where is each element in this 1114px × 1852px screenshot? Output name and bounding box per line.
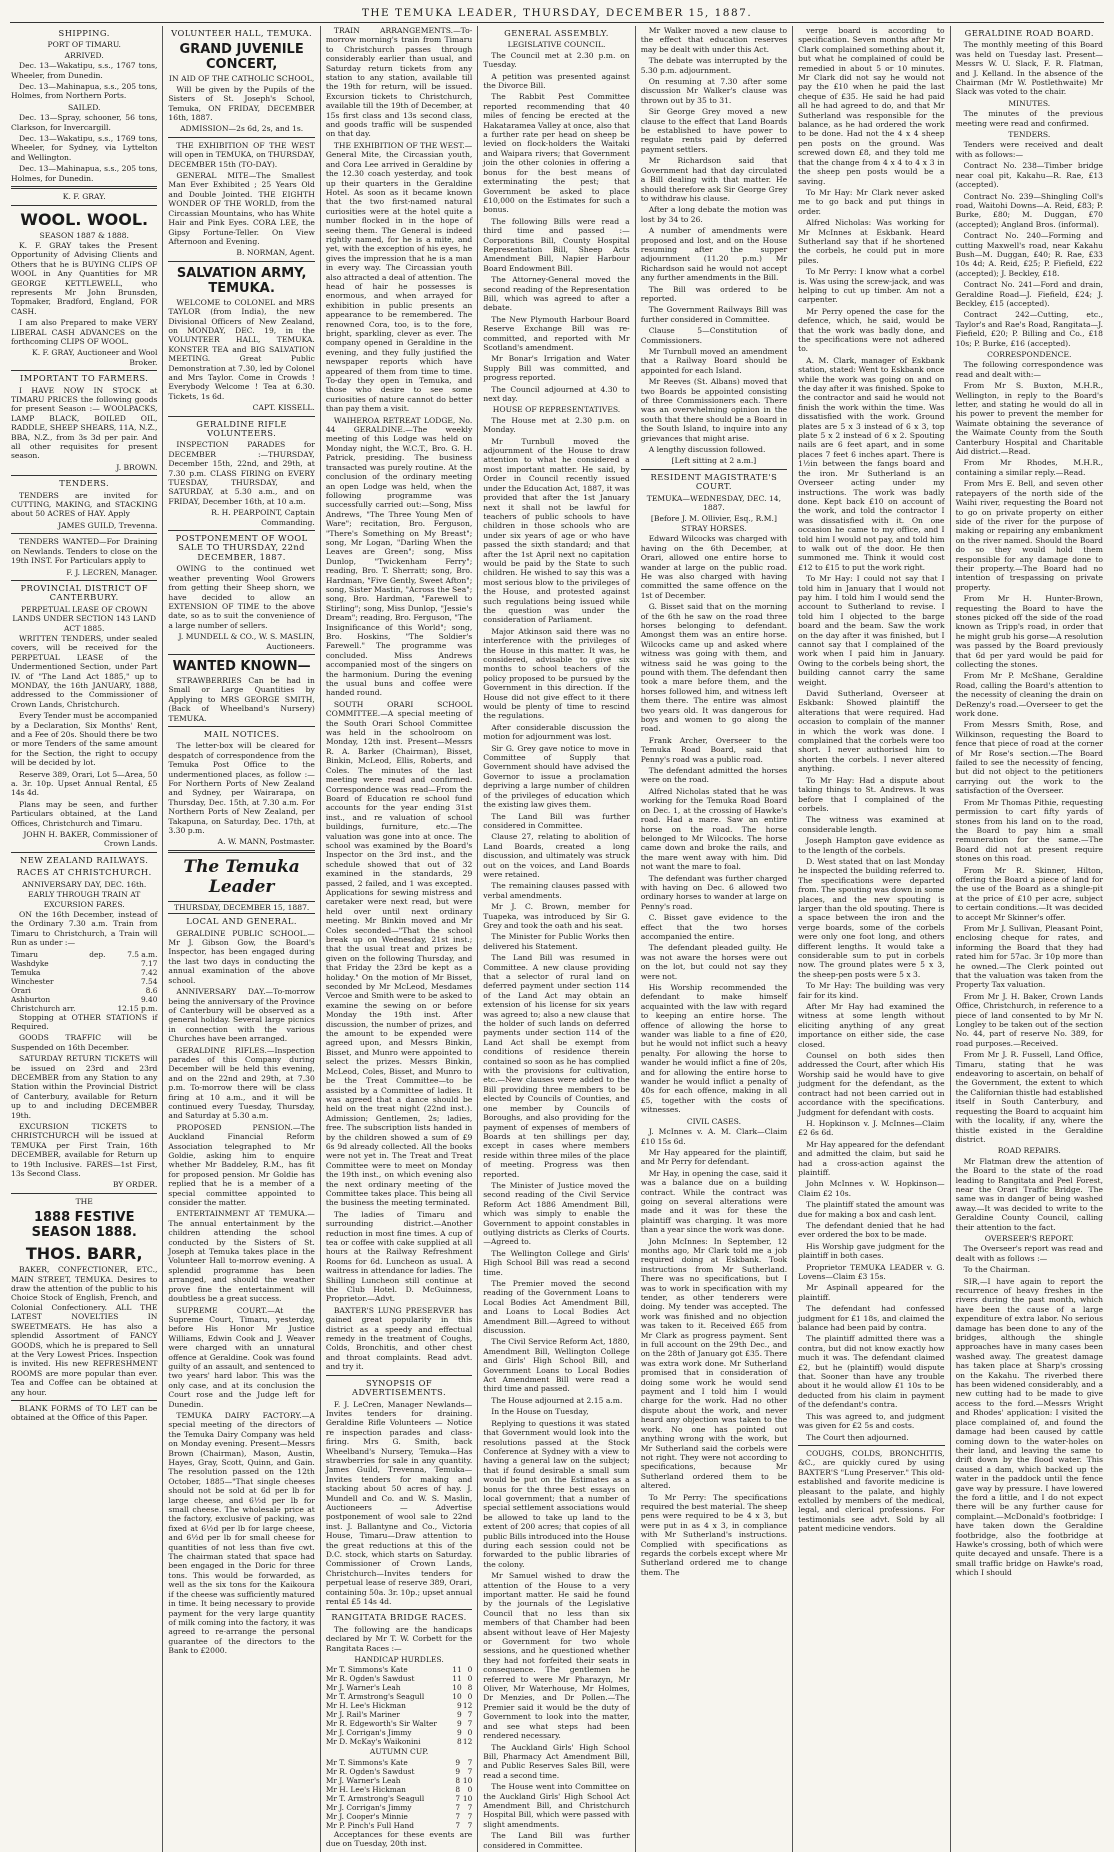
court-paragraph: To Mr Hay: The building was very fair for its kind. [798,981,945,1000]
column-5 [636,26,793,1852]
postponement-signature: J. MUNDELL & CO., W. S. MASLIN, Auctioneers. [178,632,315,651]
wool-heading: WOOL. WOOL. [20,209,149,229]
divider [11,186,157,189]
perpetual-paragraph: Plans may be seen, and further Particulars obtained, at the Land Offices, Christchurch and Timaru. [11,799,158,828]
rangitata-heading: RANGITATA BRIDGE RACES. [331,1612,467,1623]
drain-signature: F. J. LECREN, Manager. [66,567,158,577]
court-paragraph: The plaintiff admitted there was a contra, but did not know exactly how much it was. The defendant claimed £2, but he (plaintiff) would dispute that. Sooner than have any trouble about it he would allow £1 10s to be deducted from his claim in payment of the defendant's contra. [798,1334,945,1410]
news-paragraph: SOUTH ORARI SCHOOL COMMITTEE.—A special meeting of the South Orari School Committee was held in the schoolroom on Monday, 12th inst. Present—Messrs R. A. Barker (Chairman), Bisset, Binkin, McLeod, Ellis, Roberts, and Coles. The minutes of the last meeting were read and confirmed. Correspondence was read—From the Board of Education re school fund accounts for the year ending 31st inst., and re valuation of school buildings, furniture, etc.—The valuation was gone into at once. The school was examined by the Board's Inspector on the 3rd inst., and the schedule showed that out of 32 examined in the standards, 29 passed, 2 failed, and 1 was excepted. Applications for sewing mistress and caretaker were next read, but were held over until next ordinary meeting. Mr Binkin moved and Mr Coles seconded—"That the school break up on Wednesday, 21st inst.; that the usual treat and prizes be given on the following Thursday, and that Friday the 23rd be kept as a holiday." On the motion of Mr Bisset, seconded by Mr McLeod, Mesdames Vercoe and Smith were to be asked to examine the sewing on or before Monday the 19th inst. After discussion, the number of prizes, and the amount to be expended were agreed upon, and Messrs Binkin, Bisset, and Munro were appointed to select the prizes. Messrs Binkin, McLeod, Coles, Bisset, and Munro to be the Treat Committee—to be assisted by a Committee of ladies. It was agreed that a dance should be held on the treat night (22nd inst.). Admission; Gentlemen, 2s; ladies, free. The subscription lists handed in by the children showed a sum of £9 6s 9d already collected. All the books were not yet in. The Treat and Treat Committee were to meet on Monday the 19th inst., on which evening also the next ordinary meeting of the Committee takes place. This being all the business the meeting terminated. [325,699,473,1208]
court-paragraph: Mr Hay appeared for the defendant and admitted the claim, but said he had a cross-action against the plaintiff. [798,1139,945,1177]
table-row: Mr R. Ogden's Sawdust 11 0 [325,1674,473,1684]
house-paragraph: The Minister of Justice moved the second reading of the Civil Service Reform Act 1886 Amendment Bill, which was simply to enable the Government to appoint constables in outlying districts as Clerks of Courts.—Agreed to. [483,1180,630,1247]
saturday-notice: SATURDAY RETURN TICKETS will be issued on 23rd and 23rd DECEMBER from any Station to any Station within the Provincial District of Canterbury, available for Return up to and including DECEMBER 19th. [11,1054,158,1120]
correspondence-paragraph: From Mr J. Sullivan, Pleasant Point, enclosing cheque for rates, and informing the Board that they had rated him for 57ac. 3r 10p more than he owned.—The Clerk pointed out that the valuation was taken from the Property Tax valuation. [955,923,1103,990]
newspaper-columns [6,26,1108,1850]
court-paragraph: Mr Aspinall appeared for the plaintiff. [798,1283,945,1302]
council-paragraph: The Attorney-General moved the second reading of the Representation Bill, which was agreed to after a debate. [483,275,630,313]
house-paragraph: The remaining clauses passed with verbal amendments. [483,881,630,900]
correspondence-paragraph: The following correspondence was read and dealt with:— [955,360,1103,379]
house-paragraph: After considerable discussion the motion for adjournment was lost. [483,722,630,742]
tender-paragraph: Contract No. 239—Shingling Coll's road, Waitohi Downs—A. Reid, £83; P. Burke, £80; M. Duggan, £70 (accepted); Angland Bros. (informal). [955,191,1103,229]
table-row: Mr J. Rail's Mariner 9 7 [325,1710,473,1720]
house-paragraph: The Premier moved the second reading of the Government Loans to Local Bodies Act Amendment Bill, and Loans to Local Bodies Act Amendment Bill.—Agreed to without discussion. [483,1279,630,1336]
house-paragraph: The Government Railways Bill was further considered in Committee. [640,305,788,324]
handicap-heading: HANDICAP HURDLES. [354,1655,444,1665]
court-paragraph: Joseph Hampton gave evidence as to the length of the corbels. [798,836,945,855]
local-paragraph: ENTERTAINMENT AT TEMUKA.—The annual entertainment by the children attending the school conducted by the Sisters of St. Joseph at Temuka takes place in the Volunteer Hall to-morrow evening. A splendid programme has been arranged, and should the weather prove fine the entertainment will doubtless be a great success. [168,1209,315,1304]
court-paragraph: Counsel on both sides then addressed the Court, after which His Worship said he would have to give judgment for the defendant, as the contract had not been carried out in accordance with the specifications. Judgment for defendant with costs. [798,1051,945,1117]
house-paragraph: A lengthy discussion followed. [648,445,766,455]
local-paragraph: SUPREME COURT.—At the Supreme Court, Timaru, yesterday, before His Honor Mr Justice Williams, Edwin Cook and J. Weaver were charged with an unnatural offence at Geraldine. Cook was found guilty of an assault, and sentenced to two years' hard labor. This was the only case, and at its conclusion the Court rose and the Judge left for Dunedin. [168,1305,315,1409]
house-paragraph: After a long debate the motion was lost by 34 to 26. [640,205,788,224]
divider [11,1400,157,1401]
court-paragraph: To Mr Hay: I could not say that I told him in January that I would not pay him. I told him I would send the account to Sutherland to revise. I told him I objected to the barge board and the beam. Saw the work on the day after it was finished, but I cannot say that I complained of the work when I paid him in January. Owing to the corbels being short, the building cannot carry the same weight. [798,574,945,687]
civil-heading: CIVIL CASES. [686,1116,741,1126]
shipping-entry: Dec. 13—Wakatipu, s.s., 1767 tons, Wheeler, from Dunedin. [11,61,158,80]
correspondence-paragraph: From Mr J. R. Fussell, Land Office, Timaru, stating that he was endeavoring to ascertain, on behalf of the Government, the extent to which the Californian thistle had established itself in South Canterbury, and requesting the Board to acquaint him with the locality, if any, where the thistle existed in the Geraldine district. [955,1050,1103,1144]
court-paragraph: His Worship recommended the defendant to make himself acquainted with the law with regard to keeping an entire horse. The offence of allowing the horse to wander was liable to a fine of £20, but he would not inflict such a heavy penalty. For allowing the horse to wander he would inflict a fine of 20s, and for allowing the entire horse to wander he would inflict a penalty of 40s for each offence, making in all £5, together with the costs of witnesses. [640,983,788,1115]
house-paragraph: The House met at 2.30 p.m. on Monday. [483,415,630,435]
house-paragraph: The Land Bill was resumed in Committee. A new clause providing that a selector of rural land on deferred payment under section 114 of the Land Act may obtain an extension of his license for six years was agreed to; also a new clause that the holder of such lands on deferred payments under section 114 of the Land Act shall be exempt from conditions of residence therein contained so soon as he has complied with the provisions for cultivation, etc.—New clauses were added to the Bill providing three members to be elected by Councils of Counties, and one member by Councils of Boroughs, and also providing for the payment of expenses of members of Boards at ten shillings per day, except in cases where members reside within three miles of the place of meeting. Progress was then reported. [483,953,630,1179]
house-paragraph: The Land Bill was further considered in Committee. [483,811,630,830]
table-row: Mr T. Armstrong's Seagull 7 10 [325,1793,473,1803]
correspondence-heading: CORRESPONDENCE. [987,350,1072,359]
local-paragraph: GERALDINE RIFLES.—Inspection parades of this Company during December will be held this evening, and on the 22nd and 29th, at 7.30 p.m. To-morrow there will be class firing at 10 a.m., and it will be continued every Tuesday, Thursday, and Saturday at 5.30 a.m. [168,1045,315,1121]
house-paragraph: Mr Richardson said that Government had that day circulated a Bill dealing with that matter. He should therefore ask Sir George Grey to withdraw his clause. [640,156,788,203]
local-paragraph: PROPOSED PENSION.—The Auckland Financial Reform Association telegraphed to Mr Goldie, asking him to enquire whether Mr Baddeley, R.M., has fit for proposed pension. Mr Goldie has replied that he is a member of a special committee appointed to consider the matter. [168,1122,315,1208]
perpetual-heading: PERPETUAL LEASE OF CROWN LANDS UNDER SECTION 143 LAND ACT 1885. [12,604,157,633]
shipping-entry: Dec. 13—Wakatipu, s.s., 1769 tons, Wheeler, for Sydney, via Lyttelton and Wellington. [11,134,158,162]
train-timetable [11,950,157,1013]
by-order: BY ORDER. [112,1180,158,1190]
civil-paragraph: John McInnes: In September, 12 months ago, Mr Clark told me a job required doing at Eskbank. Took instructions from Mr Sutherland. There was no specifications, but I was to work in specification with my tender, as other tenderers were doing. My tender was accepted. The work was finished and no objection was taken to it. Received £65 from Mr Clark as progress payment. Sent in full account on the 29th Dec., and on the 28th of January got £35. There was extra work done. Mr Sutherland promised that in consideration of doing some work he would send payment and I told him I would charge for the work. Had no other dispute about the work, and never heard any objection was taken to the work. No one has pointed out anything wrong with the work, but Mr Sutherland said the corbels were not right. They were not according to specifications, because Mr Sutherland ordered them to be altered. [640,1236,788,1491]
tenders-heading: TENDERS. [59,478,110,489]
correspondence-paragraph: From Mr R. Skinner, Hilton, offering the Board a piece of land for the use of the Board as a shingle-pit at the price of £10 per acre, subject to certain conditions.—It was decided to accept Mr Skinner's offer. [955,865,1103,922]
house-paragraph: A number of amendments were proposed and lost, and on the House resuming after the supper adjournment (11.20 p.m.) Mr Richardson said he would not accept any further amendments in the Bill. [640,226,788,283]
mail-signature: A. W. MANN, Postmaster. [217,837,315,847]
house-paragraph: Mr Turnbull moved the adjournment of the House to draw attention to what he considered a most important matter. He said, by Order in Council recently issued under the Education Act, 1887, it was provided that after the 1st January next it shall not be lawful for teachers of public schools to have children in those schools who are under six years of age or who have passed the sixth standard; and that after the 1st April next no capitation would be paid by the State to such children. He wished to say this was a most serious blow to the privileges of the House, and protested against such regulations being issued while the question was under the consideration of Parliament. [483,436,630,625]
masthead: THE TEMUKA LEADER, THURSDAY, DECEMBER 15, 1887. [10,6,1104,23]
court-date: TEMUKA—WEDNESDAY, DEC. 14, 1887. [646,493,782,513]
races-heading: RACES AT CHRISTCHURCH. [16,867,152,878]
the-label: THE [75,1196,93,1206]
table-row: Mr D. McKay's Waikonini 8 12 [325,1737,473,1747]
court-paragraph: Frank Archer, Overseer to the Temuka Road Board, said that Penny's road was a public road. [640,735,788,764]
correspondence-paragraph: From Mr J. H. Baker, Crown Lands Office, Christchurch, in reference to a piece of land consented to by Mr N. Longley to be taken out of the section No. 44, part of reserve No. 389, for road purposes.—Received. [955,991,1103,1048]
farmers-paragraph: I HAVE NOW IN STOCK at TIMARU PRICES the following goods for present Season :— WOOLPACKS, LAMP BLACK, BOILED OIL, RADDLE, SHEEP SHEARS, 11A, N.Z., BBA, N.Z., from 3s 3d per pair. And all other requisites for present season. [11,385,158,461]
perpetual-signature: JOHN H. BAKER, Commissioner of Crown Lands. [23,830,158,849]
divider [168,530,314,531]
council-paragraph: The New Plymouth Harbour Board Reserve Exchange Bill was re-committed, and reported with Mr Scotland's amendment. [483,314,630,352]
early-train-heading: EARLY THROUGH TRAIN AT EXCURSION FARES. [28,890,141,909]
house-paragraph: Replying to questions it was stated that Government would look into the resolutions passed at the Stock Conference at Sydney with a view to having a general law on the subject; that if found desirable a small sum would be put on the Estimates as a bonus for the three best essays on local government; that a number of special settlement associations would be allowed to take up land to the extent of 200 acres; that copies of all public Bills introduced into the House during each session could not be forwarded to the public libraries of the colony. [483,1418,630,1569]
correspondence-paragraph: From Mrs E. Bell, and seven other ratepayers of the north side of the Waihi river, requesting the Board not to go on private property on either side of the river for the purpose of making or repairing any embankment on the river named. Should the Board do so they would hold them responsible for any damage done to their property.—The Board had no intention of trespassing on private property. [955,479,1103,592]
correspondence-paragraph: From Mr H. Hunter-Brown, requesting the Board to have the stones picked off the side of the road known as Tripp's road, in order that he might grub his gorse—A resolution was passed by the Board previously that 6d per yard would be paid for collecting the stones. [955,594,1103,669]
court-paragraph: After Mr Hay had examined the witness at some length without eliciting anything of any great importance on either side, the case closed. [798,1002,945,1049]
table-row: Mr J. Cooper's Minnie 7 7 [325,1811,473,1821]
house-paragraph: The Wellington College and Girls' High School Bill was read a second time. [483,1248,630,1277]
rail-stop-note: Stopping at OTHER STATIONS if Required. [11,1012,158,1031]
mail-paragraph: The letter-box will be cleared for despatch of correspondence from the Temuka Post Office to the undermentioned places, as follow :— For Northern Ports of New Zealand and Sydney, per Wairarapa, on Thursday, Dec. 15th, at 7.30 a.m. For Northern Ports of New Zealand, per Takapuna, on Saturday, Dec. 17th, at 3.30 p.m. [168,741,315,836]
council-paragraph: The Council met at 2.30 p.m. on Tuesday. [483,50,630,70]
news-paragraph: BAXTER'S LUNG PRESERVER has gained great popularity in this district as a speedy and effectual remedy in the treatment of Coughs, Colds, Bronchitis, and other chest and throat complaints. Read advt. and try it. [325,1305,473,1372]
house-paragraph: Sir George Grey moved a new clause to the effect that Land Boards be established to have power to regulate rents paid by deferred payment settlers. [640,107,788,154]
court-paragraph: The Court then adjourned. [806,1432,909,1442]
juvenile-admission: ADMISSION—2s 6d, 2s, and 1s. [180,124,304,134]
farmers-heading: IMPORTANT TO FARMERS. [20,373,149,384]
correspondence-paragraph: From Mr P. McShane, Geraldine Road, calling the Board's attention to the necessity of cleaning the drain on DeRenzy's road.—Overseer to get the work done. [955,671,1103,719]
news-paragraph: WAIHEROA RETREAT LODGE, No. 44 GERALDINE.—The weekly meeting of this Lodge was held on Monday night, the W.C.T., Bro. G. H. Patrick, presiding. The business transacted was purely routine. At the conclusion of the ordinary meeting an open Lodge was held, when the following programme was successfully carried out:—Song, Miss Andrews, "The Three Young Men of Ware"; recitation, Bro. Ferguson, "There's Something on My Breast"; song, Mr Logan, "Darling When the Leaves are Green"; song, Miss Dunlop, "Twickenham Ferry"; reading, Bro. T. Sherratt; song, Bro. Hardman, "Five Gently, Sweet Afton"; song, Sister Mastin, "Across the Sea"; song, Bro. Hardman, "Farewell to Stirling"; song, Miss Dunlop, "Jessie's Dream"; reading, Bro. Ferguson, "The Insignificance of this World"; song, Bro. Hoskins, "The Soldier's Farewell." The programme was concluded. Miss Andrews accompanied most of the singers on the harmonium. During the evening the usual buns and coffee were handed round. [325,415,473,698]
local-paragraph: ANNIVERSARY DAY.—To-morrow being the anniversary of the Province of Canterbury will be observed as a general holiday. Several large picnics in connection with the various Churches have been arranged. [168,987,315,1044]
timetable-row: Ashburton 9.40 [11,994,158,1004]
correspondence-paragraph: From Mr S. Buxton, M.H.R., Wellington, in reply to the Board's letter, and stating he would do all in his power to prevent the member for Waimate obtaining the severance of the Waimate County from the South Canterbury Hospital and Charitable Aid district.—Read. [955,381,1103,457]
minutes-paragraph: The minutes of the previous meeting were read and confirmed. [955,109,1103,128]
left-sitting-note: [Left sitting at 2 a.m.] [671,456,757,466]
court-paragraph: The defendant was further charged with having on Dec. 6 allowed two ordinary horses to wander at large on Penny's road. [640,873,788,911]
court-paragraph: The defendant had confessed judgment for £1 18s, and claimed the balance had been paid by contra. [798,1304,945,1333]
overseer-paragraph: SIR,—I have again to report the recurrence of heavy freshes in the rivers during the past month, which have been the cause of a large expenditure of extra labor. No serious damage has been done to any of the bridges, although the shingle approaches have in many cases been washed away. The greatest damage has taken place at Sharp's crossing on the Kakahu. The riverbed there has been widened considerably, and a new cutting had to be made to give access to the ford.—Messrs Wright and Rhodes' application: I visited the place complained of, and found the damage had been caused by cattle coming down to the water-holes on their land, and leaving the same to drift down by the flood water. This caused a dam, which backed up the water in the paddock until the fence gave way by pressure. I have lowered the ford a little, and I do not expect there will be any further cause for complaint.—McDonald's footbridge: I have taken down the Geraldine footbridge, also the footbridge at Hawke's crossing, both of which were quite decayed and unsafe. There is a small traffic bridge on Hawke's road, which I should [955,1276,1103,1578]
court-paragraph: John McInnes v. W. Hopkinson—Claim £2 10s. [798,1179,945,1198]
goods-notice: GOODS TRAFFIC will be Suspended on 16th December. [11,1033,158,1052]
table-row: Mr J. Warner's Leah 10 8 [325,1683,473,1693]
house-paragraph: Mr Turnbull moved an amendment that a Railway Board should be appointed for each Island. [640,347,788,375]
divider [641,469,787,470]
shipping-entry: Dec. 13—Spray, schooner, 56 tons, Clarkson, for Invercargill. [11,113,158,132]
sailed-heading: SAILED. [67,102,101,112]
issue-date: THURSDAY, DECEMBER 15, 1887. [168,901,314,914]
wool-paragraph: I am also Prepared to make VERY LIBERAL CASH ADVANCES on the forthcoming CLIPS OF WOOL. [11,318,158,346]
court-paragraph: David Sutherland, Overseer at Eskbank: Showed plaintiff the alterations that were required. Had occasion to complain of the manner in which the work was done. I complained that the corbels were too short. I never authorised him to shorten the corbels. I never altered anything. [798,689,945,774]
juvenile-aid: IN AID OF THE CATHOLIC SCHOOL, [169,74,315,84]
rifles-paragraph: INSPECTION PARADES for DECEMBER :—THURSDAY, December 15th, 22nd, and 29th, at 7.30 p.m. CLASS FIRING on EVERY TUESDAY, THURSDAY, and SATURDAY, at 5.30 a.m., and on FRIDAY, December 16th, at 10 a.m. [168,440,315,506]
house-paragraph: Mr J. C. Brown, member for Tuapeka, was introduced by Sir G. Grey and took the oath and his seat. [483,902,630,930]
house-paragraph: The House went into Committee on the Auckland Girls' High School Act Amendment Bill, and Christchurch Hospital Bill, which were passed with slight amendments. [483,1782,630,1829]
court-before: [Before J. M. Ollivier, Esq., R.M.] [650,513,777,523]
table-row: Mr P. Pinch's Full Hand 7 7 [325,1820,473,1830]
perpetual-paragraph: Every Tender must be accompanied by a Declaration, Six Months' Rent, and a Fee of 20s. Should there be two or more Tenders of the same amount for the Section, the right to occupy will be decided by lot. [11,711,158,768]
house-paragraph: Mr Walker moved a new clause to the effect that education reserves may be dealt with under this Act. [640,26,788,54]
news-paragraph: THE EXHIBITION OF THE WEST.—General Mite, the Circassian youth, and Cora Lee arrived in Geraldine by the 12.30 coach yesterday, and took up their quarters in the Geraldine Hotel. As soon as it became known that the two first-named natural curiosities were at the hotel quite a number flocked in in the hope of seeing them. The General is indeed rightly named, for he is a mite, and yet, with the exception of his eyes, he gives the impression that he is a man in every way. The Circassian youth also attracted a deal of attention. The head of hair he possesses is enormous, and when arrayed for exhibition in public presents an appearance to be remembered. The renowned Cora, too, is to the fore, bright, sparkling, clever as ever. The company opened in Geraldine in the evening, and they fully justified the newspaper reports which have appeared of them from time to time. To-day they open in Temuka, and those who desire to see some curiosities of nature cannot do better than pay them a visit. [325,140,473,414]
local-general-heading: LOCAL AND GENERAL. [186,916,297,927]
tender-paragraph: Contract 242—Cutting, etc., Taylor's and Rae's Road, Rangitata—J. Fiefield, £20; P. Billing and Co., £18 10s; P. Burke, £16 (accepted). [955,310,1103,348]
divider [326,1375,472,1376]
table-row: Mr J. Corrigan's Jimmy 7 7 [325,1802,473,1812]
timetable-row: Winchester 7.54 [11,976,158,986]
column-1 [6,26,163,1852]
baxter-advertisement: COUGHS, COLDS, BRONCHITIS, &C., are quickly cured by using BAXTER'S "Lung Preserver." This old-established and favorite medicine is pleasant to the palate, and highly extolled by members of the medical, legal, and clerical professions. For testimonials see advt. Sold by all patent medicine vendors. [798,1448,945,1534]
tenders-signature: JAMES GUILD, Trevenna. [58,520,158,530]
legislative-heading: LEGISLATIVE COUNCIL. [507,40,606,50]
hurdles-table [326,1665,472,1746]
court-paragraph: To Mr Perry: I know what a corbel is. Was using the screw-jack, and was helping to cut up timber. Am not a carpenter. [798,267,945,305]
court-paragraph: Proprietor TEMUKA LEADER v. G. Lovens—Claim £3 15s. [798,1262,945,1281]
house-paragraph: Mr Reeves (St. Albans) moved that two Boards be appointed consisting of three Commissioners each. There was an overwhelming opinion in the south that there should be a Board in the South Island, to inquire into any grievances that might arise. [640,377,788,443]
timetable-row: Timaru dep. 7.5 a.m. [11,949,158,959]
court-paragraph: The defendant denied that he had ever ordered the box to be made. [798,1220,945,1240]
timetable-row: Orari 8.6 [11,985,158,995]
anniversary-heading: ANNIVERSARY DAY, DEC. 16th. [22,879,147,889]
wanted-paragraph: STRAWBERRIES Can be had in Small or Large Quantities by Applying to MRS GEORGE SMITH, (Back of Wheelband's Nursery) TEMUKA. [168,675,315,723]
rifles-signature: R. H. PEARPOINT, Captain Commanding. [211,508,315,527]
divider [11,533,157,534]
civil-paragraph: To Mr Perry: The specifications required the best material. The sheep pens were required to be 4 x 3, but were put in as 4 x 3, in compliance with Mr Sutherland's instructions. Complied with specifications as regards the corbels except where Mr Sutherland ordered me to change them. The [640,1492,788,1577]
stray-heading: STRAY HORSES. [681,523,747,533]
postponement-paragraph: OWING to the continued wet weather preventing Wool Growers from getting their Sheep shorn, we have decided to allow an EXTENSION OF TIME to the above date, so as to suit the convenience of a large number of sellers. [168,564,315,630]
court-paragraph: Edward Wilcocks was charged with having on the 6th December, at Orari, allowed one entire horse to wander at large on the public road. He was also charged with having committed the same offence on the 1st of December. [640,534,788,600]
council-paragraph: The Rabbit Pest Committee reported recommending that 40 miles of fencing be erected at the Hakataramea Valley at once, also that a further rate per head on sheep be levied on flock-holders the Waitaki and Waipara rivers; that Government join the other colonies in offering a bonus for the best means of exterminating the pest; that Government be asked to place £10,000 on the Estimates for such a bonus. [483,92,630,215]
court-paragraph: G. Bisset said that on the morning of the 6th he saw on the road three horses belonging to defendant. Amongst them was an entire horse. Wilcocks came up and asked where witness was going with them, and witness said he was going to the pound with them. The defendant then took a mare before them, and the horses followed him, and witness left them there. The entire was almost two years old. It was dangerous for boys and women to go along the road. [640,602,788,734]
local-paragraph: GERALDINE PUBLIC SCHOOL.—Mr J. Gibson Gow, the Board's Inspector, has been engaged during the last two days in conducting the annual examination of the above school. [168,928,315,985]
house-heading: HOUSE OF REPRESENTATIVES. [492,405,621,415]
shipping-entry: Dec. 13—Mahinapua, s.s., 205 tons, Holmes, for Dunedin. [11,164,158,183]
court-paragraph: This was agreed to, and judgment was given for £2 5s and costs. [798,1411,945,1431]
timetable-row: Washdyke 7.17 [11,958,158,968]
divider [798,1445,944,1446]
divider [168,726,314,727]
court-paragraph: Alfred Nicholas stated that he was working for the Temuka Road Board on Dec. 1, at the crossing of Hawke's road. Had a mare. Saw an entire horse on the road. The horse belonged to Mr Wilcocks. The horse came down and broke the rails, and the mare went away with him. Did not want the mare to foal. [640,786,788,872]
tender-paragraph: Tenders were received and dealt with as follows:— [955,140,1103,159]
house-paragraph: Sir G. Grey gave notice to move in Committee of Supply that Government should have advised the Governor to issue a proclamation depriving a large number of children of the privileges of education which the existing law gives them. [483,743,630,810]
exhibition-paragraph: THE EXHIBITION OF THE WEST will open in TEMUKA, on THURSDAY, DECEMBER 15th (TO-DAY). [168,140,315,169]
house-paragraph: Clause 27, relating to abolition of Land Boards, created a long discussion, and ultimately was struck out on the voices, and Land Boards were retained. [483,832,630,879]
salvation-paragraph: WELCOME to COLONEL and MRS TAYLOR (from India), the new Divisional Officers of New Zealand, on MONDAY, DEC. 19, in the VOLUNTEER HALL, TEMUKA. KONSTER TEA and BIG SALVATION MEETING. Great Public Demonstration at 7.30, led by Colonel and Mrs Taylor. Come in Crowds ! Everybody Welcome ! Tea at 6.30. Tickets, 1s 6d. [168,297,315,401]
table-row: Mr R. Edgeworth's Sir Walter 9 7 [325,1719,473,1729]
table-row: Mr T. Simmons's Kate 9 7 [325,1757,473,1767]
table-row: Mr T. Simmons's Kate 11 0 [325,1665,473,1675]
excursion-notice: EXCURSION TICKETS to CHRISTCHURCH will be issued at TEMUKA per First Train, 16th DECEMBER, available for Return up to 19th Inclusive. FARES—1st First, 13s Second Class. [11,1122,158,1179]
correspondence-paragraph: From Mr Rhodes, M.H.R., containing a similar reply.—Read. [955,458,1103,477]
table-row: Mr H. Lee's Hickman 8 0 [325,1784,473,1794]
exhibition-signature: B. NORMAN, Agent. [236,248,315,258]
barr-heading: THOS. BARR, [25,1244,143,1264]
court-paragraph: The defendant admitted the horses were on the road. [640,766,788,785]
arrived-heading: ARRIVED. [64,50,104,60]
assembly-heading: GENERAL ASSEMBLY. [504,28,609,38]
correspondence-paragraph: From Mr Thomas Pithie, requesting permission to cart fifty yards of stones from his land on to the road, the Board to pay him a small remuneration for the same.—The Board did not at present require stones on this road. [955,797,1103,864]
shipping-heading: SHIPPING. [58,28,110,38]
synopsis-paragraph: F. J. LeCren, Manager Newlands—Invites tenders for draining. Geraldine Rifle Volunteers — Notice re inspection parades and class-firing. Mrs G. Smith, back Wheelband's Nursery, Temuka—Has strawberries for sale in any quantity. James Guild, Trevenna, Temuka—Invites tenders for making and stacking about 50 acres of hay. J. Mundell and Co. and W. S. Maslin, Auctioneers — Advertise postponement of wool sale to 22nd inst. J. Ballantyne and Co., Victoria House, Timaru—Draw attention to the great reductions at this of the D.C. stock, which starts on Saturday. Commissioner of Crown Lands, Christchurch—Invites tenders for perpetual lease of reserve 389, Orari, containing 50a. 3r. 10p.; upset annual rental £5 14s 4d. [325,1399,473,1607]
port-heading: PORT OF TIMARU. [47,40,121,50]
column-2 [163,26,320,1852]
synopsis-heading: SYNOPSIS OF ADVERTISEMENTS. [352,1377,447,1398]
divider [326,1609,472,1610]
court-paragraph: Mr Perry opened the case for the defence, which, he said, would be that the work was badly done, and the specifications were not adhered to. [798,306,945,354]
court-paragraph: verge board is according to specification. Seven months after Mr Clark complained something about it, but what he complained of could be remedied in about 5 or 10 minutes. Mr Clark did not say he would not pay the £10 when he paid the last cheque of £35. He said he had paid all he had agreed to do, and that Mr Sutherland was responsible for the balance, as he had ordered the work to be done. Had not the 4 x 4 sheep pen posts on the ground. Was screwed down £8, and they told me that the change from 4 x 4 to 4 x 3 in the sheep pen posts would be a saving. [798,26,945,186]
road-repairs-heading: ROAD REPAIRS. [997,1146,1061,1156]
column-6 [793,26,950,1852]
divider [168,137,314,138]
divider [11,1193,157,1194]
court-paragraph: C. Bisset gave evidence to the effect that the two horses accompanied the entire. [640,913,788,941]
house-paragraph: The Minister for Public Works then delivered his Statement. [483,932,630,951]
court-paragraph: A. M. Clark, manager of Eskbank station, stated: Went to Eskbank once while the work was going on and on the day after it was finished. Spoke to the contractor and said he would not finish the work within the time. Was dissatisfied with the work. Ground plates are 5 x 3 instead of 6 x 3, top plate 5 x 2 instead of 6 x 2. Spouting nails are 6 feet apart, and in some places 7 feet 6 inches apart. There is 1½in between the fangs board and the iron. Mr Sutherland is an Overseer acting under my instructions. The work was badly done. Kept back £10 on account of the work, and told the contractor I was dissatisfied with it. On one occasion he came to my office, and I told him I would not pay, and told him to walk out of the door. He then summoned me. Think it would cost £12 to £15 to put the work right. [798,355,945,572]
civil-paragraph: Mr Hay appeared for the plaintiff, and Mr Perry for defendant. [640,1147,788,1167]
civil-paragraph: J. McInnes v. A. M. Clark—Claim £10 15s 6d. [640,1127,788,1146]
divider [168,654,314,655]
drain-paragraph: TENDERS WANTED—For Draining on Newlands. Tenders to close on the 19th INST. For Particulars apply to [11,537,158,566]
divider [11,205,157,206]
news-paragraph: The ladies of Timaru and surrounding district.—Another reduction in most fine times. A cup of tea or coffee with cake supplied at all hours at the Railway Refreshment Rooms for 6d. Luncheon as usual. A waitress in attendance for ladies. The Shilling Luncheon still continue at the Club Hotel. D. McGuinness, Proprietor.—Advt. [325,1209,473,1304]
perpetual-paragraph: WRITTEN TENDERS, under sealed covers, will be received for the PERPETUAL LEASE of the Undermentioned Section, under Part IV. of "The Land Act 1885," up to MONDAY, the 16th JANUARY, 1888, addressed to the Commissioner of Crown Lands, Christchurch. [11,633,158,709]
court-paragraph: To Mr Hay: Had a dispute about taking things to St. Andrews. It was before that I complained of the corbels. [798,775,945,813]
news-paragraph: TRAIN ARRANGEMENTS.—To-morrow morning's train from Timaru to Christchurch passes through considerably earlier than usual, and Saturday return tickets from any station to any station, available till the 19th for return, will be issued. Excursion tickets to Christchurch, available till the 19th of December, at 15s first class and 13s second class, and goods traffic will be suspended on that day. [325,26,473,139]
season-heading: SEASON 1887 & 1888. [39,230,129,240]
table-row: Mr R. Ogden's Sawdust 9 7 [325,1766,473,1776]
tenders-subheading: TENDERS. [1008,130,1051,140]
perpetual-paragraph: Reserve 389, Orari, Lot 5—Area, 50 a. 3r. 10p. Upset Annual Rental, £5 14s 4d. [11,769,158,798]
timetable-row: Temuka 7.42 [11,967,158,977]
volunteer-hall-heading: VOLUNTEER HALL, TEMUKA. [171,28,313,38]
wanted-heading: WANTED KNOWN— [172,658,311,674]
railways-heading: NEW ZEALAND RAILWAYS. [19,854,149,865]
council-paragraph: A petition was presented against the Divorce Bill. [483,71,630,91]
court-paragraph: The defendant pleaded guilty. He was not aware the horses were out on the lot, but could not say they were not. [640,943,788,981]
divider [168,850,314,853]
court-paragraph: D. West stated that on last Monday he inspected the building referred to. The specifications were departed from. The spouting was down in some places, and the new spouting is larger than the old spouting. There is a space between the iron and the verge boards, some of the corbels were only one foot long, and others different lengths. It would take a considerable sum to put in corbels now. The ground plates were 5 x 3, the sheep-pen posts were 5 x 3. [798,856,945,979]
court-paragraph: His Worship gave judgment for the plaintiff in both cases. [798,1241,945,1261]
table-row: Mr J. Warner's Leah 8 10 [325,1775,473,1785]
table-row: Mr J. Corrigan's Jimmy 9 0 [325,1728,473,1738]
barr-paragraph: BAKER, CONFECTIONER, ETC., MAIN STREET, TEMUKA. Desires to draw the attention of the public to his Choice Stock of English, French, and Colonial Confectionery. ALL THE LATEST NOVELTIES IN SWEETMEATS. He has also a splendid Assortment of FANCY GOODS, which he is prepared to Sell at the Very Lowest Prices. Inspection is invited. His new REFRESHMENT ROOMS are more popular than ever. Tea and Coffee can be obtained at any hour. [11,1265,158,1397]
house-paragraph: The Land Bill was further considered in Committee. [483,1831,630,1850]
juvenile-concert-heading: GRAND JUVENILE CONCERT, [179,42,304,73]
table-row: Mr T. Armstrong's Seagull 10 0 [325,1692,473,1702]
column-7 [951,26,1108,1852]
column-4 [478,26,635,1852]
council-paragraph: The following Bills were read a third time and passed :—Corporations Bill, County Hospital Representation Bill, Sheep Acts Amendment Bill, Napier Harbour Board Endowment Bill. [483,216,630,273]
table-row: Mr H. Lee's Hickman 9 12 [325,1701,473,1711]
rail-paragraph: ON the 16th December, instead of the Ordinary 7.30 a.m. Train from Timaru to Christchurch, a Train will Run as under :— [11,909,158,948]
court-paragraph: The witness was examined at considerable length. [798,815,945,834]
timetable-row: Christchurch arr. 12.15 p.m. [11,1003,158,1013]
tender-paragraph: Contract No. 241—Ford and drain, Geraldine Road—J. Fiefield, £24; J. Beckley, £15 (accepted). [955,280,1103,308]
council-paragraph: The Council adjourned at 4.30 to next day. [483,384,630,404]
divider [11,580,157,581]
geraldine-heading: GERALDINE ROAD BOARD. [964,28,1094,38]
court-paragraph: To Mr Hay: Mr Clark never asked me to go back and put things in order. [798,187,945,216]
overseer-paragraph: To the Chairman. [963,1265,1031,1275]
kfgray-name: K. F. GRAY. [62,192,106,202]
rangitata-intro: The following are the handicaps declared by Mr T. W. Corbett for the Rangitata Races :— [325,1624,473,1653]
house-paragraph: The Auckland Girls' High School Bill, Pharmacy Act Amendment Bill, and Public Reserves Sales Bill, were read a second time. [483,1742,630,1780]
divider [11,370,157,371]
house-paragraph: On resuming at 7.30 after some discussion Mr Walker's clause was thrown out by 35 to 31. [640,77,788,105]
newspaper-title: The Temuka Leader [183,856,300,897]
civil-paragraph: Mr Hay, in opening the case, said it was a balance due on a building contract. While the contract was going on several alterations were made and it was for these the plaintiff was charging. It was more than a year since the work was done. [640,1168,788,1235]
salvation-signature: CAPT. KISSELL. [252,403,315,413]
board-paragraph: The monthly meeting of this Board was held on Tuesday last. Present—Messrs W. U. Slack, F. R. Flatman, and J. Kelland. In the absence of the Chairman (Mr W. Postlethwaite) Mr Slack was voted to the chair. [955,40,1103,97]
cup-table [326,1758,472,1830]
tenders-paragraph: TENDERS are invited for CUTTING, MAKING, and STACKING about 50 ACRES of HAY. Apply [11,490,158,519]
wool-paragraph: K. F. GRAY takes the Present Opportunity of Advising Clients and Others that he is BUYING CLIPS OF WOOL in Any Quantities for MR GEORGE KETTLEWELL, who represents Mr John Brunsden, Topmaker, Bradford, England, FOR CASH. [11,240,158,316]
juvenile-paragraph: Will be given by the Pupils of the Sisters of St. Joseph's School, Temuka, ON FRIDAY, DECEMBER 16th, 1887. [168,84,315,123]
column-3 [321,26,478,1852]
acceptances-note: Acceptances for these events are due on Tuesday, 20th inst. [325,1829,473,1849]
postponement-heading: POSTPONEMENT OF WOOL SALE TO THURSDAY, 22nd DECEMBER, 1887. [175,533,308,562]
festive-heading: 1888 FESTIVE SEASON 1888. [31,1210,137,1241]
tender-paragraph: Contract No. 238—Timber bridge near coal pit, Kakahu—R. Rae, £13 (accepted). [955,161,1103,190]
rifles-heading: GERALDINE RIFLE VOLUNTEERS. [196,418,287,438]
autumn-cup-heading: AUTUMN CUP. [369,1747,429,1757]
local-paragraph: TEMUKA DAIRY FACTORY.—A special meeting of the directors of the Temuka Dairy Company was held on Monday evening. Present—Messrs Brown (Chairman), Mason, Austin, Hayes, Gray, Scott, Quinn, and Gain. The resolution passed on the 12th October, 1885—"That single cheeses should not be sold at 6d per lb for large cheese, and 6½d per lb for small cheese. The wholesale price at the factory, exclusive of packing, was fixed at 6½d per lb for large cheese, and 6½d per lb for small cheese for quantities of not less than five cwt. The chairman stated that space had been engaged in the Doric for three tons. This would be forwarded, as well as the six tons for the Kaikoura if the cheese was sufficiently matured in time. It being necessary to provide payment for the very large quantity of milk coming into the factory, it was agreed to re-arrange the personal guarantee of the directors to the Bank to £2000. [168,1410,315,1656]
divider [11,852,157,853]
overseer-paragraph: The Overseer's report was read and dealt with as follows :— [955,1244,1103,1263]
house-paragraph: Major Atkinson said there was no interference with the privileges of the House in this matter. It was, he considered, advisable to give six months to school teachers of the policy proposed to be pursued by the Government in this direction. If the House did not give effect to it there would be plenty of time to rescind the regulations. [483,626,630,721]
council-paragraph: Mr Bonar's Irrigation and Water Supply Bill was committed, and progress reported. [483,354,630,383]
divider [168,261,314,262]
minutes-heading: MINUTES. [1008,98,1051,108]
correspondence-paragraph: From Messrs Smith, Rose, and Wilkinson, requesting the Board to fence that piece of road at the corner of Mr Rose's section.—The Board failed to see the necessity of fencing, but did not object to the petitioners carrying out the work to the satisfaction of the Overseer. [955,720,1103,796]
road-paragraph: Mr Flatman drew the attention of the Board to the state of the road leading to Rangitata and Peel Forest, near the Orari Traffic Bridge. The same was in danger of being washed away.—It was decided to write to the Geraldine County Council, calling their attention to the fact. [955,1156,1103,1232]
provincial-heading: PROVINCIAL DISTRICT OF CANTERBURY. [20,582,148,603]
overseer-heading: OVERSEER'S REPORT. [984,1233,1074,1243]
court-paragraph: Alfred Nicholas: Was working for Mr McInnes at Eskbank. Heard Sutherland say that if he shortened the corbels, he could put in more piles. [798,218,945,265]
mail-heading: MAIL NOTICES. [203,728,280,739]
tender-paragraph: Contract No. 240—Forming and cutting Maxwell's road, near Kakahu Bush—M. Duggan, £40; R. Rae, £33 10s 4d; A. Reid, £25; P. Fiefield, £22 (accepted); J. Beckley, £18. [955,231,1103,278]
court-paragraph: The plaintiff stated the amount was due for making a box and cash lent. [798,1200,945,1219]
shipping-entry: Dec. 13—Mahinapua, s.s., 205 tons, Holmes, from Northern Ports. [11,82,158,101]
wool-signature: K. F. GRAY, Auctioneer and Wool Broker. [32,348,158,367]
house-paragraph: The debate was interrupted by the 5.30 p.m. adjournment. [640,56,788,75]
house-paragraph: In the House on Tuesday, [491,1407,589,1417]
house-paragraph: The Bill was ordered to be reported. [640,284,788,303]
salvation-heading: SALVATION ARMY, TEMUKA. [176,265,307,296]
blank-forms-notice: BLANK FORMS of TO LET can be obtained at the Office of this Paper. [11,1403,158,1423]
house-paragraph: The House adjourned at 2.15 a.m. [491,1395,623,1405]
house-paragraph: The Civil Service Reform Act, 1880, Amendment Bill, Wellington College and Girls' High School Bill, and Government Loans to Local Bodies Act Amendment Bill were read a third time and passed. [483,1337,630,1394]
court-heading: RESIDENT MAGISTRATE'S COURT. [650,471,778,492]
divider [11,475,157,476]
court-paragraph: H. Hopkinson v. J. McInnes—Claim £2 6s 6d. [798,1118,945,1138]
house-paragraph: Mr Samuel wished to draw the attention of the House to a very important matter. He said he found by the journals of the Legislative Council that no less than six members of that Chamber had been absent without leave of Her Majesty or Government for two whole sessions, and he questioned whether they had not forfeited their seats in consequence. The gentlemen he referred to were Mr Pharazyn, Mr Oliver, Mr Waterhouse, Mr Holmes, Dr Menzies, and Dr Pollen.—The Premier said it would be the duty of Government to look into the matter, and see what steps had been rendered necessary. [483,1571,630,1741]
exhibition-details: GENERAL MITE—The Smallest Man Ever Exhibited ; 25 Years Old and Double Jointed. THE EIGHTH WONDER OF THE WORLD, from the Circassian Mountains, who has White Hair and Pink Eyes. CORA LEE, the Gipsy Fortune-Teller. On View Afternoon and Evening. [168,171,315,246]
divider [168,416,314,417]
farmers-signature: J. BROWN. [116,462,158,472]
house-paragraph: Clause 5—Constitution of Commissioners. [640,326,788,345]
